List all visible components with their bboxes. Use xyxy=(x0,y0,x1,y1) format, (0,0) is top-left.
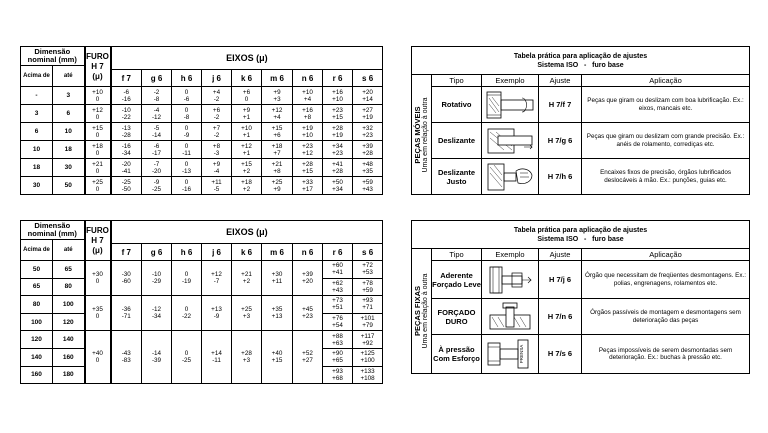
eixo-cell: +28 +3 xyxy=(232,331,262,384)
acima-cell: 80 xyxy=(21,296,53,314)
ate-cell: 80 xyxy=(53,278,85,296)
eixo-cell: +9 -4 xyxy=(202,159,232,177)
col-header-f7: f 7 xyxy=(111,70,142,87)
eixo-cell: -25 -50 xyxy=(111,177,142,195)
col-header-g6: g 6 xyxy=(142,244,172,261)
furo-cell: +12 0 xyxy=(85,105,111,123)
col-header-n6: n 6 xyxy=(293,244,323,261)
ate-cell: 6 xyxy=(53,105,85,123)
ate-cell: 30 xyxy=(53,159,85,177)
eixo-cell: +35 +13 xyxy=(262,296,293,331)
eixo-cell-s6: +117 +92 xyxy=(353,331,383,349)
eixo-cell: 0 -25 xyxy=(172,331,202,384)
table-row xyxy=(21,331,383,349)
table-row xyxy=(21,261,383,279)
table-row xyxy=(21,177,383,195)
tipo-aderente: Aderente Forçado Leve xyxy=(432,261,482,299)
example-drawing xyxy=(482,87,539,123)
ate-cell: 65 xyxy=(53,261,85,279)
acima-cell: 30 xyxy=(21,177,53,195)
ajustes-title-text: Tabela prática para aplicação de ajustes xyxy=(513,52,648,60)
table-row xyxy=(21,87,383,105)
col-aplicacao-2: Aplicação xyxy=(582,249,750,261)
acima-cell: 140 xyxy=(21,348,53,366)
eixo-cell: +40 +15 xyxy=(262,331,293,384)
app-rotativo: Peças que giram ou deslizam com boa lubrificação. Ex.: eixos, mancais etc. xyxy=(582,87,750,123)
eixo-cell: +21 +8 xyxy=(262,159,293,177)
eixo-cell: 0 -19 xyxy=(172,261,202,296)
eixo-cell: +25 +9 xyxy=(262,177,293,195)
eixo-cell: +45 +23 xyxy=(293,296,323,331)
eixo-cell: -7 -20 xyxy=(142,159,172,177)
eixo-cell-r6: +88 +63 xyxy=(323,331,353,349)
eixo-cell-s6: +133 +108 xyxy=(353,366,383,384)
eixo-cell: +39 +28 xyxy=(353,141,383,159)
acima-cell: 120 xyxy=(21,331,53,349)
col-tipo: Tipo xyxy=(432,75,482,87)
tolerance-table-bottom xyxy=(20,220,383,384)
app-pressao: Peças impossíveis de serem desmontadas sem deterioração. Ex.: buchas à pressão etc. xyxy=(582,335,750,374)
furo-cell: +25 0 xyxy=(85,177,111,195)
eixos-header-2: EIXOS (μ) xyxy=(111,221,383,244)
ate-cell: 50 xyxy=(53,177,85,195)
col-header-h6: h 6 xyxy=(172,70,202,87)
furo-header-2 xyxy=(85,221,111,261)
app-forcado-duro: Órgãos passíveis de montagem e desmontagens sem deterioração das peças xyxy=(582,299,750,335)
press-bushing-icon xyxy=(484,337,536,371)
acima-cell: 65 xyxy=(21,278,53,296)
example-drawing xyxy=(482,159,539,195)
side-label-moveis: PEÇAS MÓVEIS Uma em relação à outra xyxy=(412,75,432,195)
eixo-cell-r6: +90 +65 xyxy=(323,348,353,366)
ajustes-title-2 xyxy=(412,221,750,249)
pulley-shaft-icon xyxy=(484,263,536,297)
app-deslizante-justo: Encaixes fixos de precisão, órgãos lubrificados deslocáveis à mão. Ex.: punções, guias etc. xyxy=(582,159,750,195)
eixo-cell: +6 0 xyxy=(232,87,262,105)
ate-cell: 100 xyxy=(53,296,85,314)
eixo-cell: +7 -2 xyxy=(202,123,232,141)
eixo-cell-s6: +93 +71 xyxy=(353,296,383,314)
eixo-cell: +28 +19 xyxy=(323,123,353,141)
eixos-header: EIXOS (μ) xyxy=(111,47,383,70)
tipo-pressao: À pressão Com Esforço xyxy=(432,335,482,374)
col-aplicacao: Aplicação xyxy=(582,75,750,87)
eixo-cell: +9 +1 xyxy=(232,105,262,123)
tipo-forcado-duro: FORÇADO DURO xyxy=(432,299,482,335)
eixo-cell-s6: +78 +59 xyxy=(353,278,383,296)
col-header-g6: g 6 xyxy=(142,70,172,87)
furo-cell: +40 0 xyxy=(85,331,111,384)
ajustes-table-moveis xyxy=(411,46,750,195)
eixo-cell: +48 +35 xyxy=(353,159,383,177)
col-tipo-2: Tipo xyxy=(432,249,482,261)
ajustes-subtitle: Sistema ISO - furo base xyxy=(537,61,624,69)
furo-unit-2: (μ) xyxy=(92,245,103,255)
acima-cell: 100 xyxy=(21,313,53,331)
ate-cell: 140 xyxy=(53,331,85,349)
eixo-cell-r6: +73 +51 xyxy=(323,296,353,314)
dim-header-2: Dimensão nominal (mm) xyxy=(21,221,85,240)
eixo-cell: -4 -12 xyxy=(142,105,172,123)
acima-header-2: Acima de xyxy=(21,240,53,261)
ate-cell: 120 xyxy=(53,313,85,331)
col-header-k6: k 6 xyxy=(232,244,262,261)
eixo-cell: -2 -8 xyxy=(142,87,172,105)
col-ajuste: Ajuste xyxy=(539,75,582,87)
eixo-cell: -6 -17 xyxy=(142,141,172,159)
eixo-cell: -16 -34 xyxy=(111,141,142,159)
col-header-m6: m 6 xyxy=(262,70,293,87)
eixo-cell: +39 +20 xyxy=(293,261,323,296)
app-aderente: Órgão que necessitam de freqüentes desmontagens. Ex.: polias, engrenagens, rolamentos etc. xyxy=(582,261,750,299)
col-header-j6: j 6 xyxy=(202,70,232,87)
ate-header: até xyxy=(53,66,85,87)
ajustes-subtitle-2: Sistema ISO - furo base xyxy=(537,235,624,243)
acima-cell: 160 xyxy=(21,366,53,384)
eixo-cell: -30 -60 xyxy=(111,261,142,296)
col-header-n6: n 6 xyxy=(293,70,323,87)
eixo-cell: -9 -25 xyxy=(142,177,172,195)
furo-header xyxy=(85,47,111,87)
eixo-cell: +15 +2 xyxy=(232,159,262,177)
ate-header-2: até xyxy=(53,240,85,261)
eixo-cell-r6: +62 +43 xyxy=(323,278,353,296)
furo-cell: +21 0 xyxy=(85,159,111,177)
eixo-cell-r6: +60 +41 xyxy=(323,261,353,279)
furo-cell: +15 0 xyxy=(85,123,111,141)
col-header-m6: m 6 xyxy=(262,244,293,261)
eixo-cell: +16 +8 xyxy=(293,105,323,123)
eixo-cell: +27 +19 xyxy=(353,105,383,123)
furo-cell: +30 0 xyxy=(85,261,111,296)
col-header-s6: s 6 xyxy=(353,244,383,261)
eixo-cell: +50 +34 xyxy=(323,177,353,195)
ajuste-h7g6: H 7/g 6 xyxy=(539,123,582,159)
acima-cell: 6 xyxy=(21,123,53,141)
eixo-cell: -6 -16 xyxy=(111,87,142,105)
eixo-cell: 0 -22 xyxy=(172,296,202,331)
eixo-cell: +33 +17 xyxy=(293,177,323,195)
eixo-cell: +11 -5 xyxy=(202,177,232,195)
ajustes-title xyxy=(412,47,750,75)
eixo-cell-r6: +93 +68 xyxy=(323,366,353,384)
eixo-cell: -13 -28 xyxy=(111,123,142,141)
furo-unit: (μ) xyxy=(92,71,103,81)
furo-cell: +10 0 xyxy=(85,87,111,105)
eixo-cell: +4 -2 xyxy=(202,87,232,105)
eixo-cell: +23 +15 xyxy=(323,105,353,123)
furo-sub-2: H 7 xyxy=(91,235,104,245)
eixo-cell: +12 +1 xyxy=(232,141,262,159)
acima-cell: 10 xyxy=(21,141,53,159)
acima-cell: - xyxy=(21,87,53,105)
example-drawing xyxy=(482,335,539,374)
eixo-cell: +10 +1 xyxy=(232,123,262,141)
eixo-cell: -10 -22 xyxy=(111,105,142,123)
eixo-cell-s6: +125 +100 xyxy=(353,348,383,366)
eixo-cell: +41 +28 xyxy=(323,159,353,177)
eixo-cell: +13 -9 xyxy=(202,296,232,331)
tipo-deslizante: Deslizante xyxy=(432,123,482,159)
eixo-cell: 0 -16 xyxy=(172,177,202,195)
ajuste-h7n6: H 7/n 6 xyxy=(539,299,582,335)
table-row xyxy=(21,159,383,177)
eixo-cell: +12 +4 xyxy=(262,105,293,123)
col-header-k6: k 6 xyxy=(232,70,262,87)
eixo-cell: -10 -29 xyxy=(142,261,172,296)
example-drawing xyxy=(482,299,539,335)
eixo-cell: -43 -83 xyxy=(111,331,142,384)
eixo-cell: +18 +7 xyxy=(262,141,293,159)
furo-label: FURO xyxy=(86,51,109,61)
eixo-cell: +21 +2 xyxy=(232,261,262,296)
col-exemplo: Exemplo xyxy=(482,75,539,87)
example-drawing xyxy=(482,123,539,159)
col-ajuste-2: Ajuste xyxy=(539,249,582,261)
furo-sub: H 7 xyxy=(91,61,104,71)
ajuste-h7j6: H 7/j 6 xyxy=(539,261,582,299)
rotating-shaft-icon xyxy=(484,89,536,121)
ajuste-h7f7: H 7/f 7 xyxy=(539,87,582,123)
col-header-h6: h 6 xyxy=(172,244,202,261)
eixo-cell: -14 -39 xyxy=(142,331,172,384)
tipo-rotativo: Rotativo xyxy=(432,87,482,123)
eixo-cell: -36 -71 xyxy=(111,296,142,331)
eixo-cell: +18 +2 xyxy=(232,177,262,195)
acima-cell: 3 xyxy=(21,105,53,123)
eixo-cell: +20 +14 xyxy=(353,87,383,105)
ate-cell: 180 xyxy=(53,366,85,384)
eixo-cell: 0 -8 xyxy=(172,105,202,123)
table-row xyxy=(21,296,383,314)
eixo-cell: +14 -11 xyxy=(202,331,232,384)
eixo-cell: -5 -14 xyxy=(142,123,172,141)
col-header-r6: r 6 xyxy=(323,244,353,261)
ajustes-table-fixas xyxy=(411,220,750,374)
eixo-cell: +32 +23 xyxy=(353,123,383,141)
table-row xyxy=(21,105,383,123)
furo-label-2: FURO xyxy=(86,225,109,235)
ajuste-h7h6: H 7/h 6 xyxy=(539,159,582,195)
col-exemplo-2: Exemplo xyxy=(482,249,539,261)
tolerance-table-top xyxy=(20,46,383,195)
ate-cell: 160 xyxy=(53,348,85,366)
ate-cell: 18 xyxy=(53,141,85,159)
eixo-cell: -20 -41 xyxy=(111,159,142,177)
eixo-cell: +10 +4 xyxy=(293,87,323,105)
eixo-cell: +28 +15 xyxy=(293,159,323,177)
eixo-cell: 0 -6 xyxy=(172,87,202,105)
hammer-pin-icon xyxy=(484,301,536,333)
col-header-s6: s 6 xyxy=(353,70,383,87)
furo-cell: +18 0 xyxy=(85,141,111,159)
eixo-cell: +30 +11 xyxy=(262,261,293,296)
col-header-r6: r 6 xyxy=(323,70,353,87)
eixo-cell-r6: +76 +54 xyxy=(323,313,353,331)
eixo-cell: 0 -9 xyxy=(172,123,202,141)
acima-cell: 18 xyxy=(21,159,53,177)
ajustes-title-text-2: Tabela prática para aplicação de ajustes xyxy=(513,226,648,234)
eixo-cell: +12 -7 xyxy=(202,261,232,296)
eixo-cell: +16 +10 xyxy=(323,87,353,105)
sliding-pin-icon xyxy=(484,125,536,157)
eixo-cell: +23 +12 xyxy=(293,141,323,159)
acima-cell: 50 xyxy=(21,261,53,279)
tipo-deslizante-justo: Deslizante Justo xyxy=(432,159,482,195)
hand-press-icon xyxy=(484,161,536,193)
eixo-cell: +59 +43 xyxy=(353,177,383,195)
eixo-cell: +52 +27 xyxy=(293,331,323,384)
side-label-fixas: PEÇAS FIXAS Uma em relação à outra xyxy=(412,249,432,374)
eixo-cell: +8 -3 xyxy=(202,141,232,159)
eixo-cell: +34 +23 xyxy=(323,141,353,159)
prensa-label: PRENSA xyxy=(519,344,524,364)
ate-cell: 10 xyxy=(53,123,85,141)
example-drawing xyxy=(482,261,539,299)
eixo-cell: +25 +3 xyxy=(232,296,262,331)
eixo-cell: +6 -2 xyxy=(202,105,232,123)
eixo-cell: +9 +3 xyxy=(262,87,293,105)
eixo-cell: 0 -13 xyxy=(172,159,202,177)
dim-header: Dimensão nominal (mm) xyxy=(21,47,85,66)
eixo-cell: +19 +10 xyxy=(293,123,323,141)
eixo-cell-s6: +72 +53 xyxy=(353,261,383,279)
furo-cell: +35 0 xyxy=(85,296,111,331)
table-row xyxy=(21,141,383,159)
col-header-j6: j 6 xyxy=(202,244,232,261)
acima-header: Acima de xyxy=(21,66,53,87)
eixo-cell-s6: +101 +79 xyxy=(353,313,383,331)
eixo-cell: -12 -34 xyxy=(142,296,172,331)
eixo-cell: +15 +6 xyxy=(262,123,293,141)
ajuste-h7s6: H 7/s 6 xyxy=(539,335,582,374)
ate-cell: 3 xyxy=(53,87,85,105)
table-row xyxy=(21,123,383,141)
app-deslizante: Peças que giram ou deslizam com grande precisão. Ex.: anéis de rolamento, corrediças etc. xyxy=(582,123,750,159)
col-header-f7: f 7 xyxy=(111,244,142,261)
eixo-cell: 0 -11 xyxy=(172,141,202,159)
